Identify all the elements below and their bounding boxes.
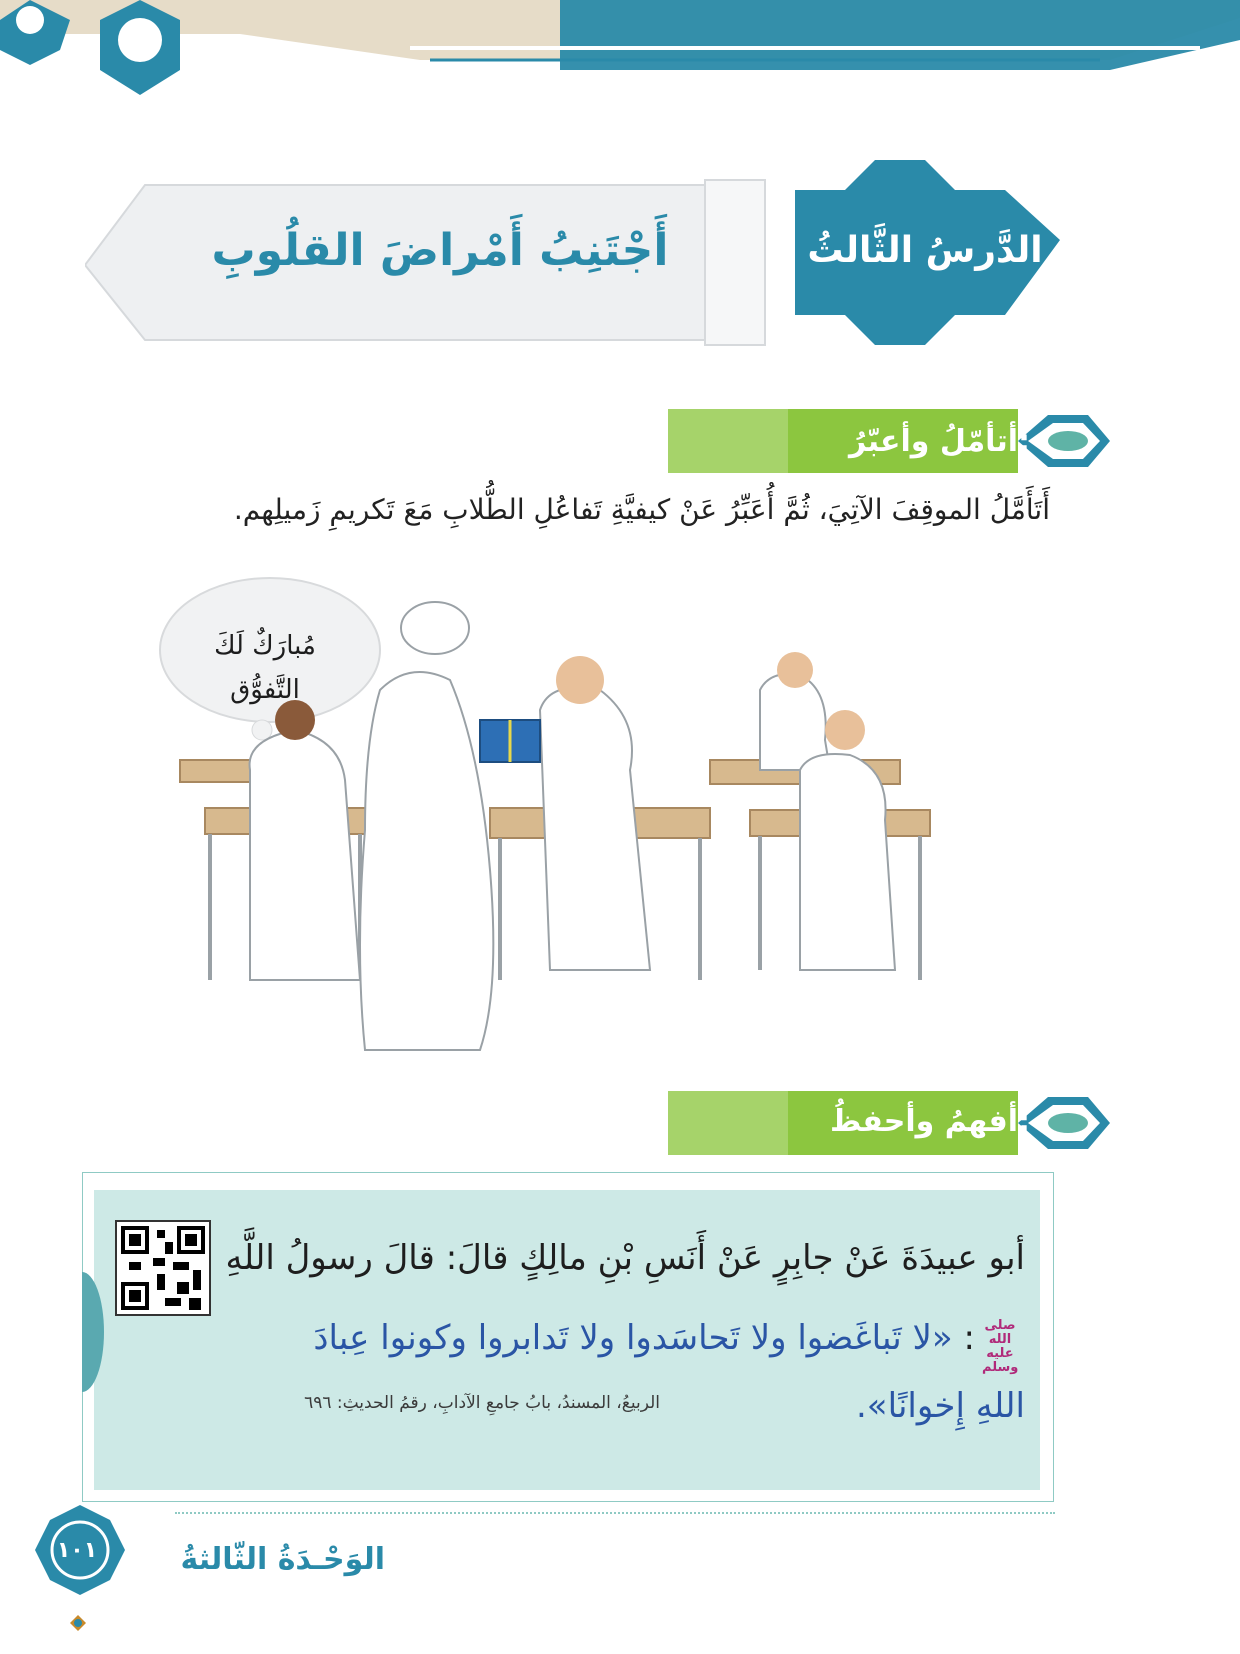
page-number: ١٠١	[56, 1538, 98, 1563]
hadith-line-3: اللهِ إِخوانًا».	[855, 1386, 1025, 1426]
star-ornament-icon	[100, 0, 180, 95]
teacher-figure	[360, 672, 493, 1050]
hadith-line-2	[240, 1316, 975, 1360]
qr-code-icon[interactable]	[115, 1220, 211, 1316]
unit-title: الوَحْـدَةُ الثّالثةُ	[180, 1542, 385, 1577]
top-decorative-banner	[0, 0, 1240, 110]
hadith-source-citation: الربيعُ، المسندُ، بابُ جامعِ الآدابِ، رقمُ الحديثِ: ٦٩٦	[304, 1393, 660, 1413]
speech-line-1: مُبارَكٌ لَكَ	[214, 631, 316, 661]
speech-bubble-text	[190, 624, 340, 712]
speech-line-2: التَّفوُّق	[230, 675, 300, 705]
hadith-quote: «لا تَباغَضوا ولا تَحاسَدوا ولا تَدابروا وكونوا عِبادَ	[313, 1318, 953, 1358]
instruction-text: أَتَأَمَّلُ الموقِفَ الآتِيَ، ثُمَّ أُعَبِّرُ عَنْ كيفيَّةِ تَفاعُلِ الطُّلابِ مَعَ تَكريمِ زَميلِهم.	[233, 493, 1050, 526]
lesson-number-label: الدَّرسُ الثَّالثُ	[807, 230, 1043, 271]
lesson-title: أَجْتَنِبُ أَمْراضَ القلُوبِ	[211, 225, 669, 276]
star-ornament-icon	[70, 1615, 86, 1631]
section-label-contemplate: أتأمّلُ وأعبّرُ:	[849, 424, 1030, 459]
section-label-understand: أفهمُ وأحفظُ:	[830, 1104, 1030, 1139]
hadith-colon: :	[963, 1318, 975, 1358]
page-number-badge	[30, 1500, 130, 1650]
pbuh-symbol: صلى الله عليه وسلم	[982, 1318, 1019, 1375]
hadith-line-1: أبو عبيدَةَ عَنْ جابِرٍ عَنْ أَنَسِ بْنِ مالِكٍ قالَ: قالَ رسولُ اللَّهِ	[225, 1238, 1025, 1278]
footer-divider	[175, 1512, 1055, 1514]
